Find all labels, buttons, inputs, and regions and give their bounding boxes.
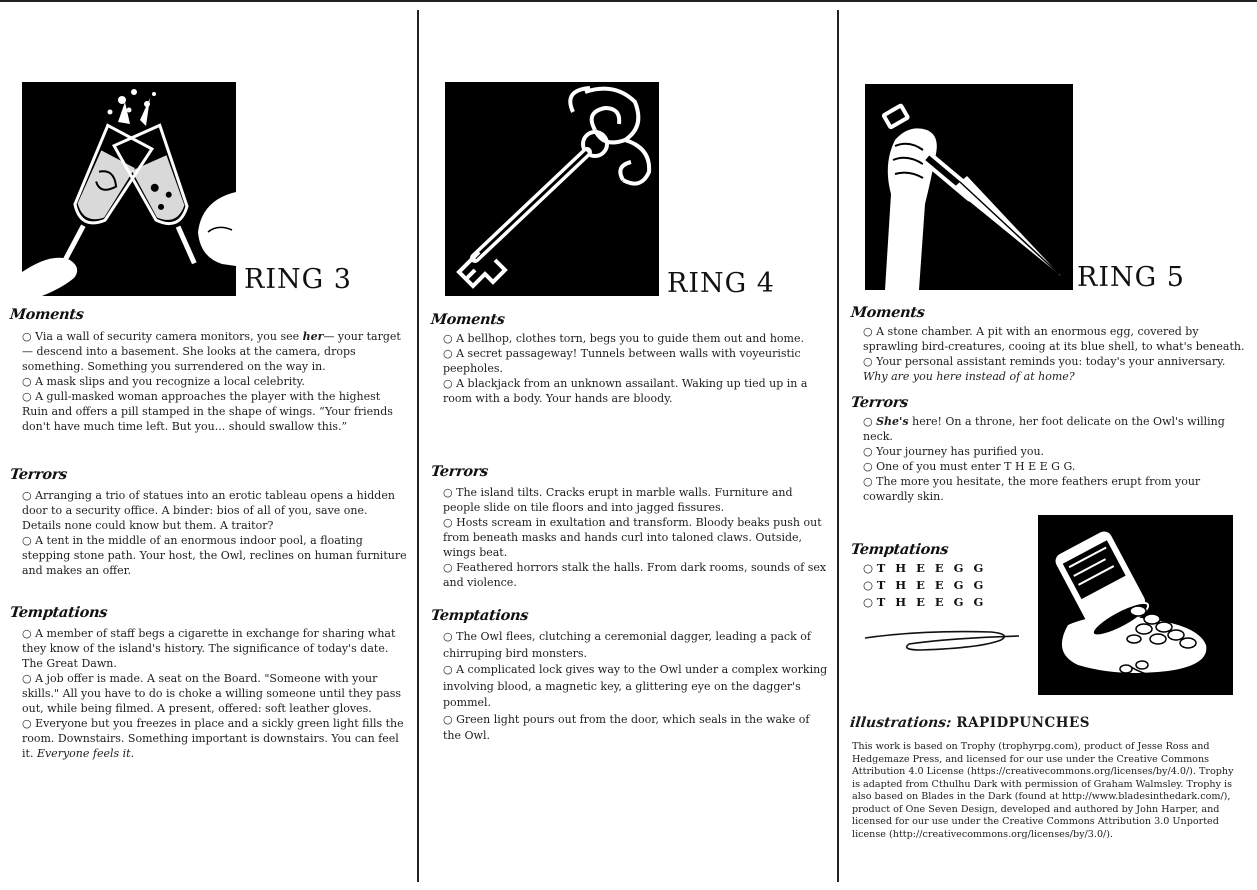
list-item: ○ A job offer is made. A seat on the Board. "Someone with your skills." All you have to do is choke a willing someone until they pass out, while being filmed. A present, offered: soft leather gloves.	[22, 671, 408, 716]
list-item: ○ A secret passageway! Tunnels between walls with voyeuristic peepholes.	[443, 346, 829, 376]
list-item: ○ Everyone but you freezes in place and a sickly green light fills the room. Downstairs. Something important is downstairs. You can feel it. Everyone feels it.	[22, 716, 408, 761]
column-divider	[837, 10, 839, 882]
list-item: ○ Green light pours out from the door, which seals in the wake of the Owl.	[443, 712, 829, 745]
ring-3-column	[0, 0, 415, 890]
temptations-heading: Temptations	[430, 607, 530, 624]
list-item: ○ The Owl flees, clutching a ceremonial dagger, leading a pack of chirruping bird monsters.	[443, 629, 829, 662]
terrors-heading: Terrors	[430, 463, 489, 480]
temptations-list	[863, 560, 986, 611]
credit-name: RAPIDPUNCHES	[956, 715, 1091, 731]
ornate-key-illustration	[445, 82, 659, 296]
list-item: ○ T H E E G G	[863, 577, 986, 594]
list-item: ○ T H E E G G	[863, 594, 986, 611]
list-item: ○ Your personal assistant reminds you: today's your anniversary. Why are you here instead of at home?	[863, 354, 1249, 384]
moments-heading: Moments	[430, 311, 506, 328]
list-item: ○ A complicated lock gives way to the Owl under a complex working involving blood, a magnetic key, a glittering eye on the dagger's pommel.	[443, 662, 829, 712]
list-item: ○ Via a wall of security camera monitors, you see her— your target— descend into a basement. She looks at the camera, drops something. Something you surrendered on the way in.	[22, 329, 408, 374]
moments-heading: Moments	[850, 304, 926, 321]
column-divider	[417, 10, 419, 882]
list-item: ○ A stone chamber. A pit with an enormous egg, covered by sprawling bird-creatures, cooing at its blue shell, to what's beneath.	[863, 324, 1249, 354]
ring-title: RING 3	[244, 264, 352, 295]
list-item: ○ The island tilts. Cracks erupt in marble walls. Furniture and people slide on tile floors and into jagged fissures.	[443, 485, 829, 515]
list-item: ○ T H E E G G	[863, 560, 986, 577]
list-item: ○ A gull-masked woman approaches the player with the highest Ruin and offers a pill stamped in the shape of wings. “Your friends don't have much time left. But you... should swallow this.”	[22, 389, 408, 434]
list-item: ○ A bellhop, clothes torn, begs you to guide them out and home.	[443, 331, 829, 346]
moments-list	[443, 331, 829, 406]
list-item: ○ Hosts scream in exultation and transform. Bloody beaks push out from beneath masks and hands curl into taloned claws. Outside, wings beat.	[443, 515, 829, 560]
signature-scribble	[861, 624, 1021, 654]
temptations-heading: Temptations	[850, 541, 950, 558]
list-item: ○ Your journey has purified you.	[863, 444, 1249, 459]
list-item: ○ The more you hesitate, the more feathers erupt from your cowardly skin.	[863, 474, 1249, 504]
list-item: ○ A mask slips and you recognize a local celebrity.	[22, 374, 408, 389]
moments-list	[22, 329, 408, 434]
terrors-heading: Terrors	[850, 394, 909, 411]
terrors-list	[863, 414, 1249, 504]
terrors-heading: Terrors	[9, 466, 68, 483]
illustrator-credit	[850, 712, 1090, 731]
list-item: ○ A blackjack from an unknown assailant. Waking up tied up in a room with a body. Your hands are bloody.	[443, 376, 829, 406]
list-item: ○ A tent in the middle of an enormous indoor pool, a floating stepping stone path. Your host, the Owl, reclines on human furniture and makes an offer.	[22, 533, 408, 578]
list-item: ○ She's here! On a throne, her foot delicate on the Owl's willing neck.	[863, 414, 1249, 444]
temptations-list	[22, 626, 408, 761]
spilled-pill-bottle-illustration	[1038, 515, 1233, 695]
list-item: ○ Feathered horrors stalk the halls. From dark rooms, sounds of sex and violence.	[443, 560, 829, 590]
moments-list	[863, 324, 1249, 384]
moments-heading: Moments	[9, 306, 85, 323]
terrors-list	[22, 488, 408, 578]
ring-title: RING 5	[1077, 262, 1185, 293]
credit-label: illustrations:	[849, 715, 953, 731]
ring-5-column	[841, 0, 1253, 890]
ring-4-column	[421, 0, 835, 890]
temptations-list	[443, 629, 829, 745]
license-text: This work is based on Trophy (trophyrpg.com), product of Jesse Ross and Hedgemaze Press, and licensed for our use under the Creative Commons Attribution 4.0 License (https://creativecommons.org/licenses/by/4.0/). Trophy is adapted from Cthulhu Dark with permission of Graham Walmsley. Trophy is also based on Blades in the Dark (found at http://www.bladesinthedark.com/), product of One Seven Design, developed and authored by John Harper, and licensed for our use under the Creative Commons Attribution 3.0 Unported license (http://creativecommons.org/licenses/by/3.0/).	[852, 741, 1234, 840]
fist-dagger-illustration	[865, 84, 1073, 290]
list-item: ○ Arranging a trio of statues into an erotic tableau opens a hidden door to a security office. A binder: bios of all of you, save one. Details none could know but them. A traitor?	[22, 488, 408, 533]
ring-title: RING 4	[667, 268, 775, 299]
list-item: ○ A member of staff begs a cigarette in exchange for sharing what they know of the island's history. The significance of today's date. The Great Dawn.	[22, 626, 408, 671]
list-item: ○ One of you must enter T H E E G G.	[863, 459, 1249, 474]
champagne-toast-illustration	[22, 82, 236, 296]
temptations-heading: Temptations	[9, 604, 109, 621]
terrors-list	[443, 485, 829, 590]
